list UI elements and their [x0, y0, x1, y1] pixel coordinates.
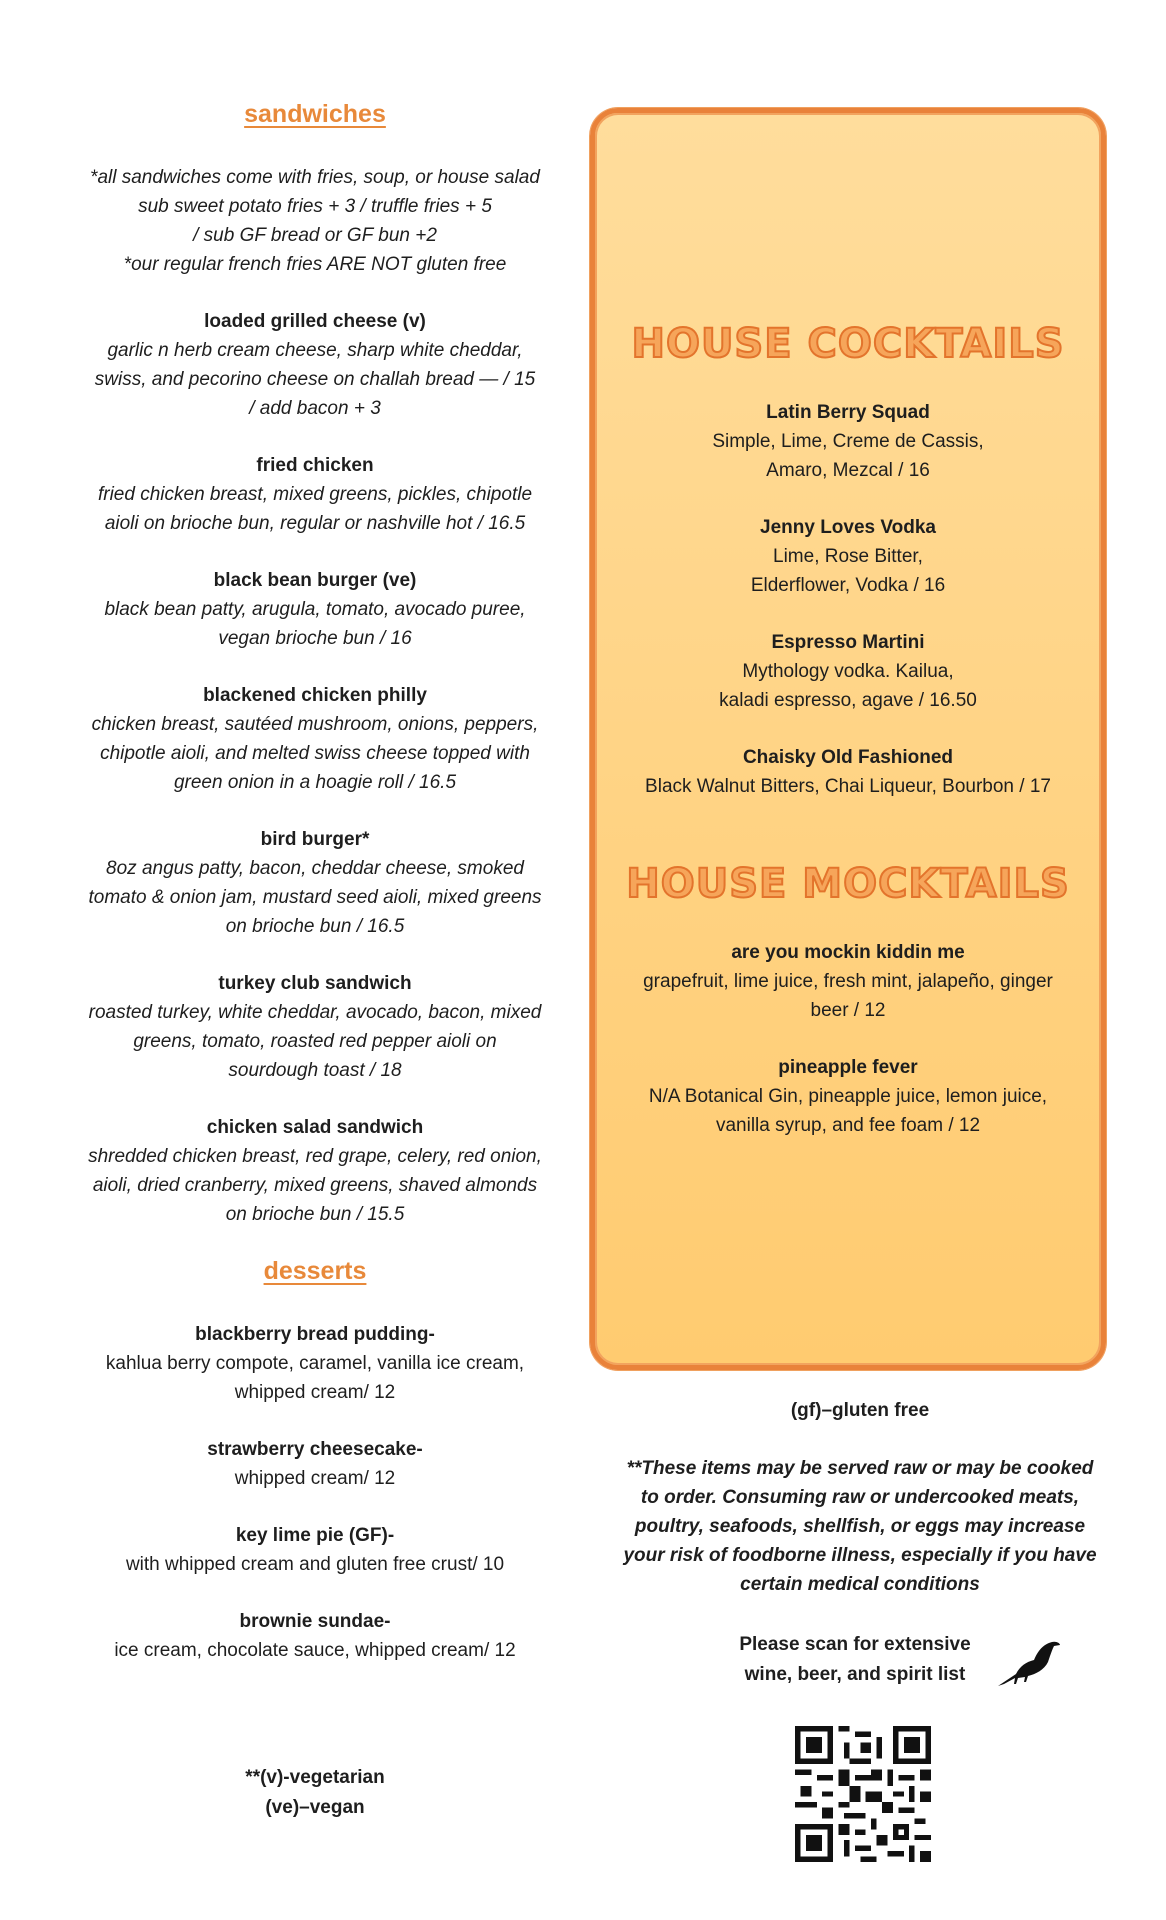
desserts-title: desserts [263, 1257, 367, 1285]
desc-line: aioli on brioche bun, regular or nashville hot / 16.5 [104, 513, 526, 534]
drink-desc [595, 542, 1101, 600]
warning-line: to order. Consuming raw or undercooked meats, [640, 1487, 1080, 1508]
drink-name: are you mockin kiddin me [731, 942, 965, 963]
warning-line: certain medical conditions [740, 1574, 980, 1595]
warning-line: your risk of foodborne illness, especially if you have [623, 1545, 1097, 1566]
desc-line: on brioche bun / 16.5 [225, 916, 405, 937]
desc-line: roasted turkey, white cheddar, avocado, bacon, mixed [88, 1002, 542, 1023]
sandwiches-title: sandwiches [244, 100, 386, 128]
desc-line: black bean patty, arugula, tomato, avocado puree, [104, 599, 526, 620]
item-desc [60, 854, 570, 941]
drink-item [595, 1053, 1101, 1140]
mocktails-title: HOUSE MOCKTAILS [626, 861, 1070, 907]
legend-line: (ve)–vegan [265, 1797, 365, 1818]
drink-item [595, 513, 1101, 600]
drink-name: Jenny Loves Vodka [760, 517, 936, 538]
note-line: / sub GF bread or GF bun +2 [193, 225, 437, 246]
drink-name: pineapple fever [778, 1057, 918, 1078]
bird-icon [996, 1636, 1062, 1688]
item-name: brownie sundae- [239, 1611, 391, 1632]
sandwich-notes [60, 163, 570, 279]
item-desc [60, 1636, 570, 1665]
desc-line: tomato & onion jam, mustard seed aioli, mixed greens [88, 887, 542, 908]
item-desc [60, 1464, 570, 1493]
menu-item [60, 1113, 570, 1229]
note-line: *our regular french fries ARE NOT gluten free [123, 254, 507, 275]
item-name: fried chicken [256, 455, 374, 476]
legend-line: **(v)-vegetarian [245, 1767, 385, 1788]
raw-food-warning [600, 1454, 1120, 1599]
dessert-item [60, 1607, 570, 1665]
item-desc [60, 710, 570, 797]
desc-line: swiss, and pecorino cheese on challah bread — / 15 [94, 369, 536, 390]
desc-line: Simple, Lime, Creme de Cassis, [712, 431, 984, 452]
item-name: key lime pie (GF)- [235, 1525, 395, 1546]
desc-line: green onion in a hoagie roll / 16.5 [173, 772, 457, 793]
item-desc [60, 595, 570, 653]
scan-line: Please scan for extensive [739, 1634, 971, 1655]
drink-desc [595, 772, 1101, 801]
desc-line: Lime, Rose Bitter, [773, 546, 923, 567]
desc-line: Black Walnut Bitters, Chai Liqueur, Bourbon / 17 [645, 776, 1051, 797]
desc-line: sourdough toast / 18 [228, 1060, 402, 1081]
drink-item [595, 743, 1101, 801]
diet-legend [60, 1763, 570, 1823]
menu-item [60, 566, 570, 653]
left-column [60, 100, 570, 1693]
item-name: strawberry cheesecake- [207, 1439, 423, 1460]
drinks-panel [590, 108, 1106, 1370]
drink-item [595, 628, 1101, 715]
note-line: *all sandwiches come with fries, soup, or house salad [90, 167, 540, 188]
menu-item [60, 969, 570, 1085]
desc-line: aioli, dried cranberry, mixed greens, shaved almonds [92, 1175, 538, 1196]
menu-item [60, 825, 570, 941]
desc-line: vanilla syrup, and fee foam / 12 [715, 1115, 981, 1136]
item-name: blackened chicken philly [203, 685, 427, 706]
desc-line: kahlua berry compote, caramel, vanilla ice cream, [105, 1353, 525, 1374]
drink-desc [595, 967, 1101, 1025]
desc-line: shredded chicken breast, red grape, celery, red onion, [88, 1146, 542, 1167]
menu-item [60, 307, 570, 423]
drink-name: Latin Berry Squad [766, 402, 930, 423]
item-name: blackberry bread pudding- [195, 1324, 435, 1345]
item-name: chicken salad sandwich [206, 1117, 424, 1138]
menu-item [60, 451, 570, 538]
drink-desc [595, 427, 1101, 485]
drink-name: Espresso Martini [771, 632, 925, 653]
desc-line: chicken breast, sautéed mushroom, onions, peppers, [91, 714, 539, 735]
desc-line: 8oz angus patty, bacon, cheddar cheese, smoked [106, 858, 524, 879]
desc-line: vegan brioche bun / 16 [218, 628, 412, 649]
desc-line: with whipped cream and gluten free crust/ 10 [125, 1554, 505, 1575]
item-name: bird burger* [260, 829, 370, 850]
warning-line: **These items may be served raw or may be cooked [626, 1458, 1094, 1479]
desc-line: Mythology vodka. Kailua, [742, 661, 954, 682]
item-desc [60, 480, 570, 538]
scan-prompt [700, 1630, 1010, 1690]
desc-line: whipped cream/ 12 [234, 1468, 396, 1489]
desc-line: Elderflower, Vodka / 16 [750, 575, 946, 596]
drink-item [595, 398, 1101, 485]
desc-line: ice cream, chocolate sauce, whipped cream/ 12 [114, 1640, 516, 1661]
dessert-item [60, 1521, 570, 1579]
item-name: black bean burger (ve) [213, 570, 417, 591]
item-desc [60, 998, 570, 1085]
item-name: loaded grilled cheese (v) [204, 311, 426, 332]
mocktail-list [595, 938, 1101, 1168]
menu-item [60, 681, 570, 797]
drink-desc [595, 657, 1101, 715]
scan-line: wine, beer, and spirit list [744, 1664, 966, 1685]
desc-line: chipotle aioli, and melted swiss cheese topped with [100, 743, 530, 764]
note-line: sub sweet potato fries + 3 / truffle fries + 5 [138, 196, 492, 217]
desc-line: N/A Botanical Gin, pineapple juice, lemon juice, [648, 1086, 1048, 1107]
item-desc [60, 1142, 570, 1229]
drink-desc [595, 1082, 1101, 1140]
desc-line: greens, tomato, roasted red pepper aioli on [133, 1031, 497, 1052]
warning-line: poultry, seafoods, shellfish, or eggs may increase [634, 1516, 1086, 1537]
qr-code[interactable] [795, 1726, 931, 1862]
item-name: turkey club sandwich [218, 973, 412, 994]
desc-line: Amaro, Mezcal / 16 [766, 460, 930, 481]
item-desc [60, 1349, 570, 1407]
dessert-item [60, 1320, 570, 1407]
desc-line: beer / 12 [810, 1000, 886, 1021]
drink-item [595, 938, 1101, 1025]
desc-line: garlic n herb cream cheese, sharp white cheddar, [107, 340, 523, 361]
gluten-free-note: (gf)–gluten free [790, 1400, 930, 1421]
drink-name: Chaisky Old Fashioned [742, 747, 954, 768]
desc-line: whipped cream/ 12 [234, 1382, 396, 1403]
desc-line: kaladi espresso, agave / 16.50 [719, 690, 977, 711]
desc-line: / add bacon + 3 [249, 398, 381, 419]
desc-line: fried chicken breast, mixed greens, pickles, chipotle [97, 484, 533, 505]
cocktail-list [595, 398, 1101, 829]
cocktails-title: HOUSE COCKTAILS [631, 321, 1065, 367]
desc-line: grapefruit, lime juice, fresh mint, jalapeño, ginger [643, 971, 1053, 992]
item-desc [60, 1550, 570, 1579]
item-desc [60, 336, 570, 423]
dessert-item [60, 1435, 570, 1493]
desc-line: on brioche bun / 15.5 [225, 1204, 405, 1225]
